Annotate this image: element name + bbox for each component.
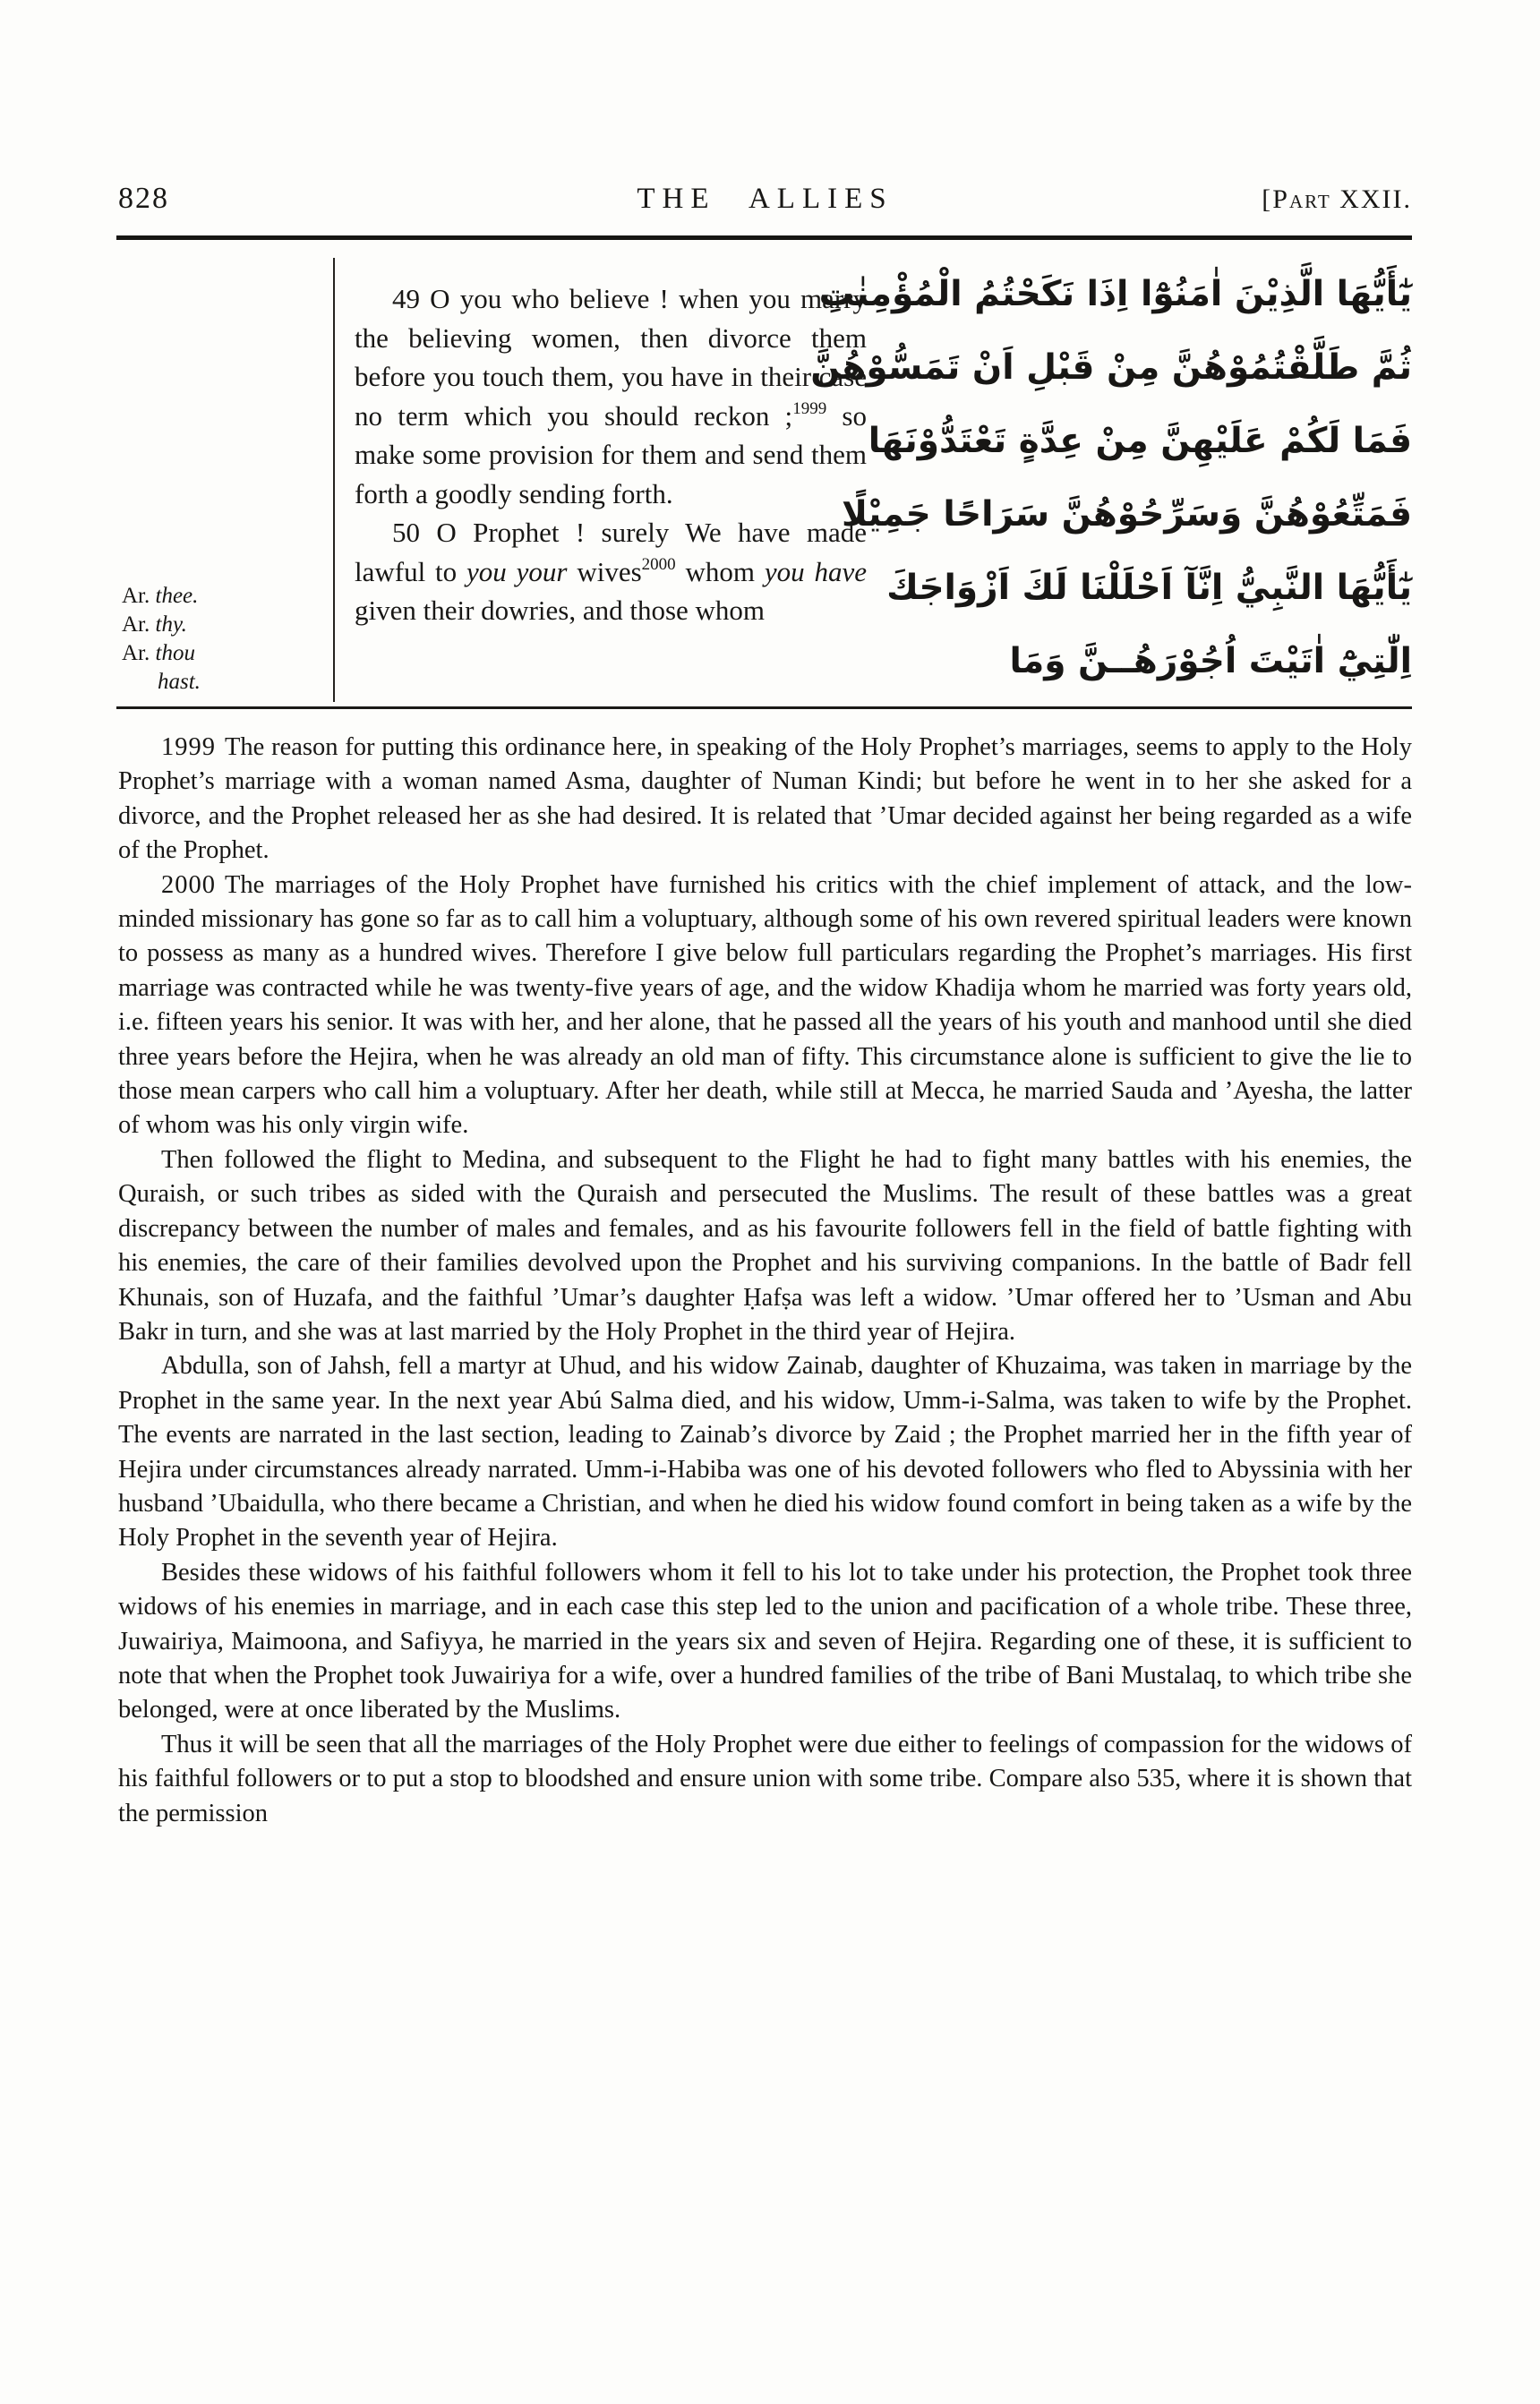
page-title: THE ALLIES xyxy=(637,183,894,215)
margin-note: Ar. thee. xyxy=(122,584,199,608)
footnote-number: 1999 xyxy=(161,733,216,761)
arabic-verse-line: يٰٓأَيُّهَا النَّبِيُّ اِنَّآ اَحْلَلْنَا لَكَ اَزْوَاجَكَ xyxy=(886,568,1412,608)
verse-paragraph: 49 O you who believe ! when you marry the believing women, then divorce them before you touch them, you have in their case no term which you should reckon ;$^{1999}$ so make some provision for them and send them forth a goodly sending forth. xyxy=(355,283,867,509)
footnote-paragraph: Thus it will be seen that all the marriages of the Holy Prophet were due either to feelings of compassion for the widows of his faithful followers or to put a stop to bloodshed and ensure union with some tribe. Compare also 535, where it is shown that the permission xyxy=(118,1730,1412,1827)
footnotes-block xyxy=(118,731,1412,1831)
column-divider-rule xyxy=(333,258,335,702)
arabic-verse-line: فَمَتِّعُوْهُنَّ وَسَرِّحُوْهُنَّ سَرَاحًا جَمِيْلًا xyxy=(841,494,1412,535)
margin-notes-column xyxy=(122,582,326,697)
english-translation-column xyxy=(355,279,867,630)
part-label: [Part XXII. xyxy=(1262,184,1412,214)
header-rule xyxy=(116,235,1412,240)
footnote-paragraph: Besides these widows of his faithful followers whom it fell to his lot to take under his protection, the Prophet took three widows of his enemies in marriage, and in each case this step led to the union and pacification of a whole tribe. These three, Juwairiya, Maimoona, and Safiyya, he married in the years six and seven of Hejira. Regarding one of these, it is sufficient to note that when the Prophet took Juwairiya for a wife, over a hundred families of the tribe of Bani Mustalaq, to which tribe she belonged, were at once liberated by the Muslims. xyxy=(118,1558,1412,1724)
page-number: 828 xyxy=(118,182,169,215)
arabic-verse-line: ثُمَّ طَلَّقْتُمُوْهُنَّ مِنْ قَبْلِ اَنْ تَمَسُّوْهُنَّ xyxy=(810,347,1412,388)
margin-note: Ar. thy. xyxy=(122,612,187,637)
footnote-reference: 2000 xyxy=(641,554,676,574)
arabic-verse-line: يٰٓأَيُّهَا الَّذِيْنَ اٰمَنُوْٓا اِذَا نَكَحْتُمُ الْمُؤْمِنٰتِ xyxy=(818,274,1412,314)
footnote-paragraph: Then followed the flight to Medina, and subsequent to the Flight he had to fight many battles with his enemies, the Quraish, or such tribes as sided with the Quraish and persecuted the Muslims. The result of these battles was a great discrepancy between the number of males and females, and as his favourite followers fell in the field of battle fighting with his enemies, the care of their families devolved upon the Prophet and his surviving companions. In the battle of Badr fell Khunais, son of Huzafa, and the faithful ’Umar’s daughter Ḥafṣa was left a widow. ’Umar offered her to ’Usman and Abu Bakr in turn, and she was at last married by the Holy Prophet in the third year of Hejira. xyxy=(118,1145,1412,1346)
margin-note: hast. xyxy=(158,670,201,694)
footnote-number: 2000 xyxy=(161,870,216,899)
arabic-verse-line: فَمَا لَكُمْ عَلَيْهِنَّ مِنْ عِدَّةٍ تَعْتَدُّوْنَهَا xyxy=(868,421,1412,461)
footnote-paragraph: 1999 The reason for putting this ordinance here, in speaking of the Holy Prophet’s marriages, seems to apply to the Holy Prophet’s marriage with a woman named Asma, daughter of Numan Kindi; but before he went in to her she asked for a divorce, and the Prophet released her as she had desired. It is related that ’Umar decided against her being regarded as a wife of the Prophet. xyxy=(118,733,1412,865)
footnote-paragraph: Abdulla, son of Jahsh, fell a martyr at Uhud, and his widow Zainab, daughter of Khuzaima, was taken in marriage by the Prophet in the same year. In the next year Abú Salma died, and his widow, Umm-i-Salma, was taken to wife by the Prophet. The events are narrated in the last section, leading to Zainab’s divorce by Zaid ; the Prophet married her in the fifth year of Hejira under circumstances already narrated. Umm-i-Habiba was one of his devoted followers who fled to Abyssinia with her husband ’Ubaidulla, who there became a Christian, and when he died his widow found comfort in being taken as a wife by the Holy Prophet in the seventh year of Hejira. xyxy=(118,1352,1412,1553)
arabic-verse-line: اِلّٰتِيْٓ اٰتَيْتَ اُجُوْرَهُــنَّ وَمَا xyxy=(1009,641,1412,681)
footnote-separator-rule xyxy=(116,706,1412,709)
footnote-paragraph: 2000 The marriages of the Holy Prophet have furnished his critics with the chief implement of attack, and the low-minded missionary has gone so far as to call him a voluptuary, although some of his own revered spiritual leaders were known to possess as many as a hundred wives. Therefore I give below full particulars regarding the Prophet’s marriages. His first marriage was contracted while he was twenty-five years of age, and the widow Khadija whom he married was forty years old, i.e. fifteen years his senior. It was with her, and her alone, that he passed all the years of his youth and manhood until she died three years before the Hejira, when he was already an old man of fifty. This circumstance alone is sufficient to give the lie to those mean carpers who call him a voluptuary. After her death, while still at Mecca, he married Sauda and ’Ayesha, the latter of whom was his only virgin wife. xyxy=(118,870,1412,1140)
arabic-text-column xyxy=(810,258,1412,698)
verse-section xyxy=(118,258,1412,702)
page-header xyxy=(118,182,1412,216)
footnote-reference: 1999 xyxy=(792,398,827,418)
margin-note: Ar. thou xyxy=(122,641,195,665)
verse-paragraph: 50 O Prophet ! surely We have made lawful to you your wives$^{2000}$ whom you have given their dowries, and those whom xyxy=(355,517,868,626)
